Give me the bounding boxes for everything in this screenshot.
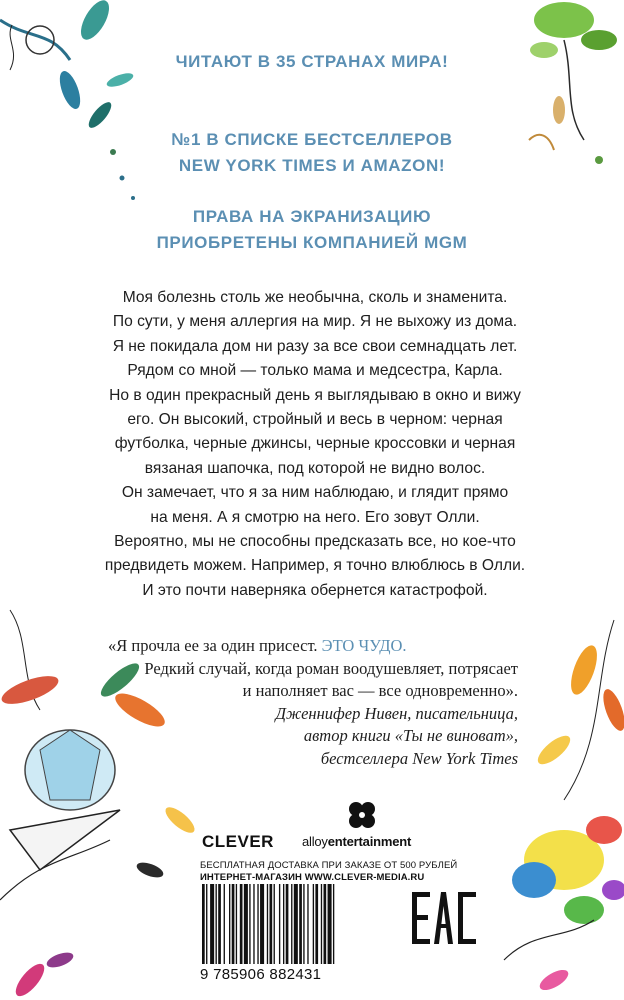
quote-line: [108, 635, 518, 658]
quote-attribution: бестселлера New York Times: [320, 748, 518, 768]
synopsis-line: Рядом со мной — только мама и медсестра, Карла.: [127, 362, 503, 380]
alloy-bold-text: entertainment: [327, 834, 412, 849]
barcode-bar: [244, 884, 248, 964]
barcode-bar: [321, 884, 322, 964]
barcode-bar: [279, 884, 280, 964]
barcode-bar: [299, 884, 302, 964]
alloy-light-text: alloy: [302, 834, 328, 849]
barcode-bar: [229, 884, 230, 964]
synopsis-line: футболка, черные джинсы, черные кроссовки и черная: [114, 435, 516, 453]
isbn-number: 9 785906 882431: [200, 966, 322, 983]
barcode-bar: [267, 884, 268, 964]
barcode-bar: [240, 884, 243, 964]
synopsis-line: вязаная шапочка, под которой не видно волос.: [144, 459, 486, 477]
barcode-bar: [303, 884, 304, 964]
synopsis-line: предвидеть можем. Например, я точно влюблюсь в Олли.: [104, 557, 526, 575]
barcode: [198, 884, 394, 964]
synopsis-line: По сути, у меня аллергия на мир. Я не выхожу из дома.: [112, 313, 518, 331]
review-quote: [108, 635, 518, 770]
barcode-bar: [249, 884, 250, 964]
barcode-bar: [283, 884, 284, 964]
quote-text: «Я прочла ее за один присест.: [108, 636, 322, 655]
synopsis-line: на меня. А я смотрю на него. Его зовут Олли.: [150, 508, 480, 526]
barcode-bar: [232, 884, 235, 964]
synopsis-line: Он замечает, что я за ним наблюдаю, и глядит прямо: [121, 484, 509, 502]
headline-line: №1 В СПИСКЕ БЕСТСЕЛЛЕРОВ: [171, 130, 453, 149]
barcode-bar: [206, 884, 207, 964]
barcode-bar: [218, 884, 221, 964]
barcode-bar: [202, 884, 205, 964]
synopsis-line: Я не покидала дом ни разу за все свои семнадцать лет.: [112, 337, 518, 355]
headline-countries: [0, 49, 624, 75]
headline-line: ПРИОБРЕТЕНЫ КОМПАНИЕЙ MGM: [156, 233, 468, 252]
barcode-bar: [313, 884, 314, 964]
barcode-bar: [216, 884, 217, 964]
eac-label: EAC: [410, 888, 413, 889]
barcode-bar: [294, 884, 298, 964]
barcode-bar: [236, 884, 237, 964]
synopsis-text: [80, 286, 550, 603]
clever-logo: CLEVER: [202, 832, 274, 851]
delivery-line: БЕСПЛАТНАЯ ДОСТАВКА ПРИ ЗАКАЗЕ ОТ 500 РУБЛЕЙ: [200, 860, 458, 871]
barcode-bar: [274, 884, 275, 964]
alloy-entertainment-logo: [302, 834, 411, 849]
barcode-bar: [333, 884, 334, 964]
store-url-line: ИНТЕРНЕТ-МАГАЗИН WWW.CLEVER-MEDIA.RU: [200, 872, 425, 883]
barcode-bar: [270, 884, 273, 964]
barcode-bar: [307, 884, 308, 964]
headline-line: NEW YORK TIMES И AMAZON!: [178, 156, 446, 175]
barcode-bar: [291, 884, 292, 964]
synopsis-line: Моя болезнь столь же необычна, сколь и знаменита.: [122, 289, 508, 306]
synopsis-line: его. Он высокий, стройный и весь в черном: черная: [127, 411, 503, 429]
headline-line: ПРАВА НА ЭКРАНИЗАЦИЮ: [192, 207, 432, 226]
publisher-logos: [198, 800, 438, 860]
barcode-bar: [224, 884, 225, 964]
synopsis-line: Вероятно, мы не способны предсказать все, но кое-что: [114, 533, 516, 551]
barcode-bar: [286, 884, 289, 964]
eac-mark: [410, 888, 480, 948]
barcode-bar: [260, 884, 264, 964]
synopsis-line: Но в один прекрасный день я выглядываю в окно и вижу: [109, 386, 521, 404]
quote-attribution: автор книги «Ты не виноват»,: [303, 726, 518, 745]
headline-line: ЧИТАЮТ В 35 СТРАНАХ МИРА!: [175, 52, 449, 71]
synopsis-line: И это почти наверняка обернется катастрофой.: [142, 581, 488, 599]
quote-line: Редкий случай, когда роман воодушевляет, потрясает: [144, 658, 518, 678]
barcode-bar: [324, 884, 327, 964]
barcode-bar: [210, 884, 214, 964]
barcode-bar: [257, 884, 258, 964]
barcode-bar: [253, 884, 254, 964]
delivery-info: [200, 860, 458, 884]
quote-line: и наполняет вас — все одновременно».: [242, 681, 518, 700]
quote-accent: ЭТО ЧУДО.: [321, 636, 407, 655]
barcode-bar: [328, 884, 332, 964]
quote-attribution: Дженнифер Нивен, писательница,: [275, 703, 518, 723]
headline-film-rights: [0, 204, 624, 256]
headline-bestseller: [0, 127, 624, 179]
barcode-bar: [315, 884, 318, 964]
alloy-logo-icon: [344, 800, 380, 830]
